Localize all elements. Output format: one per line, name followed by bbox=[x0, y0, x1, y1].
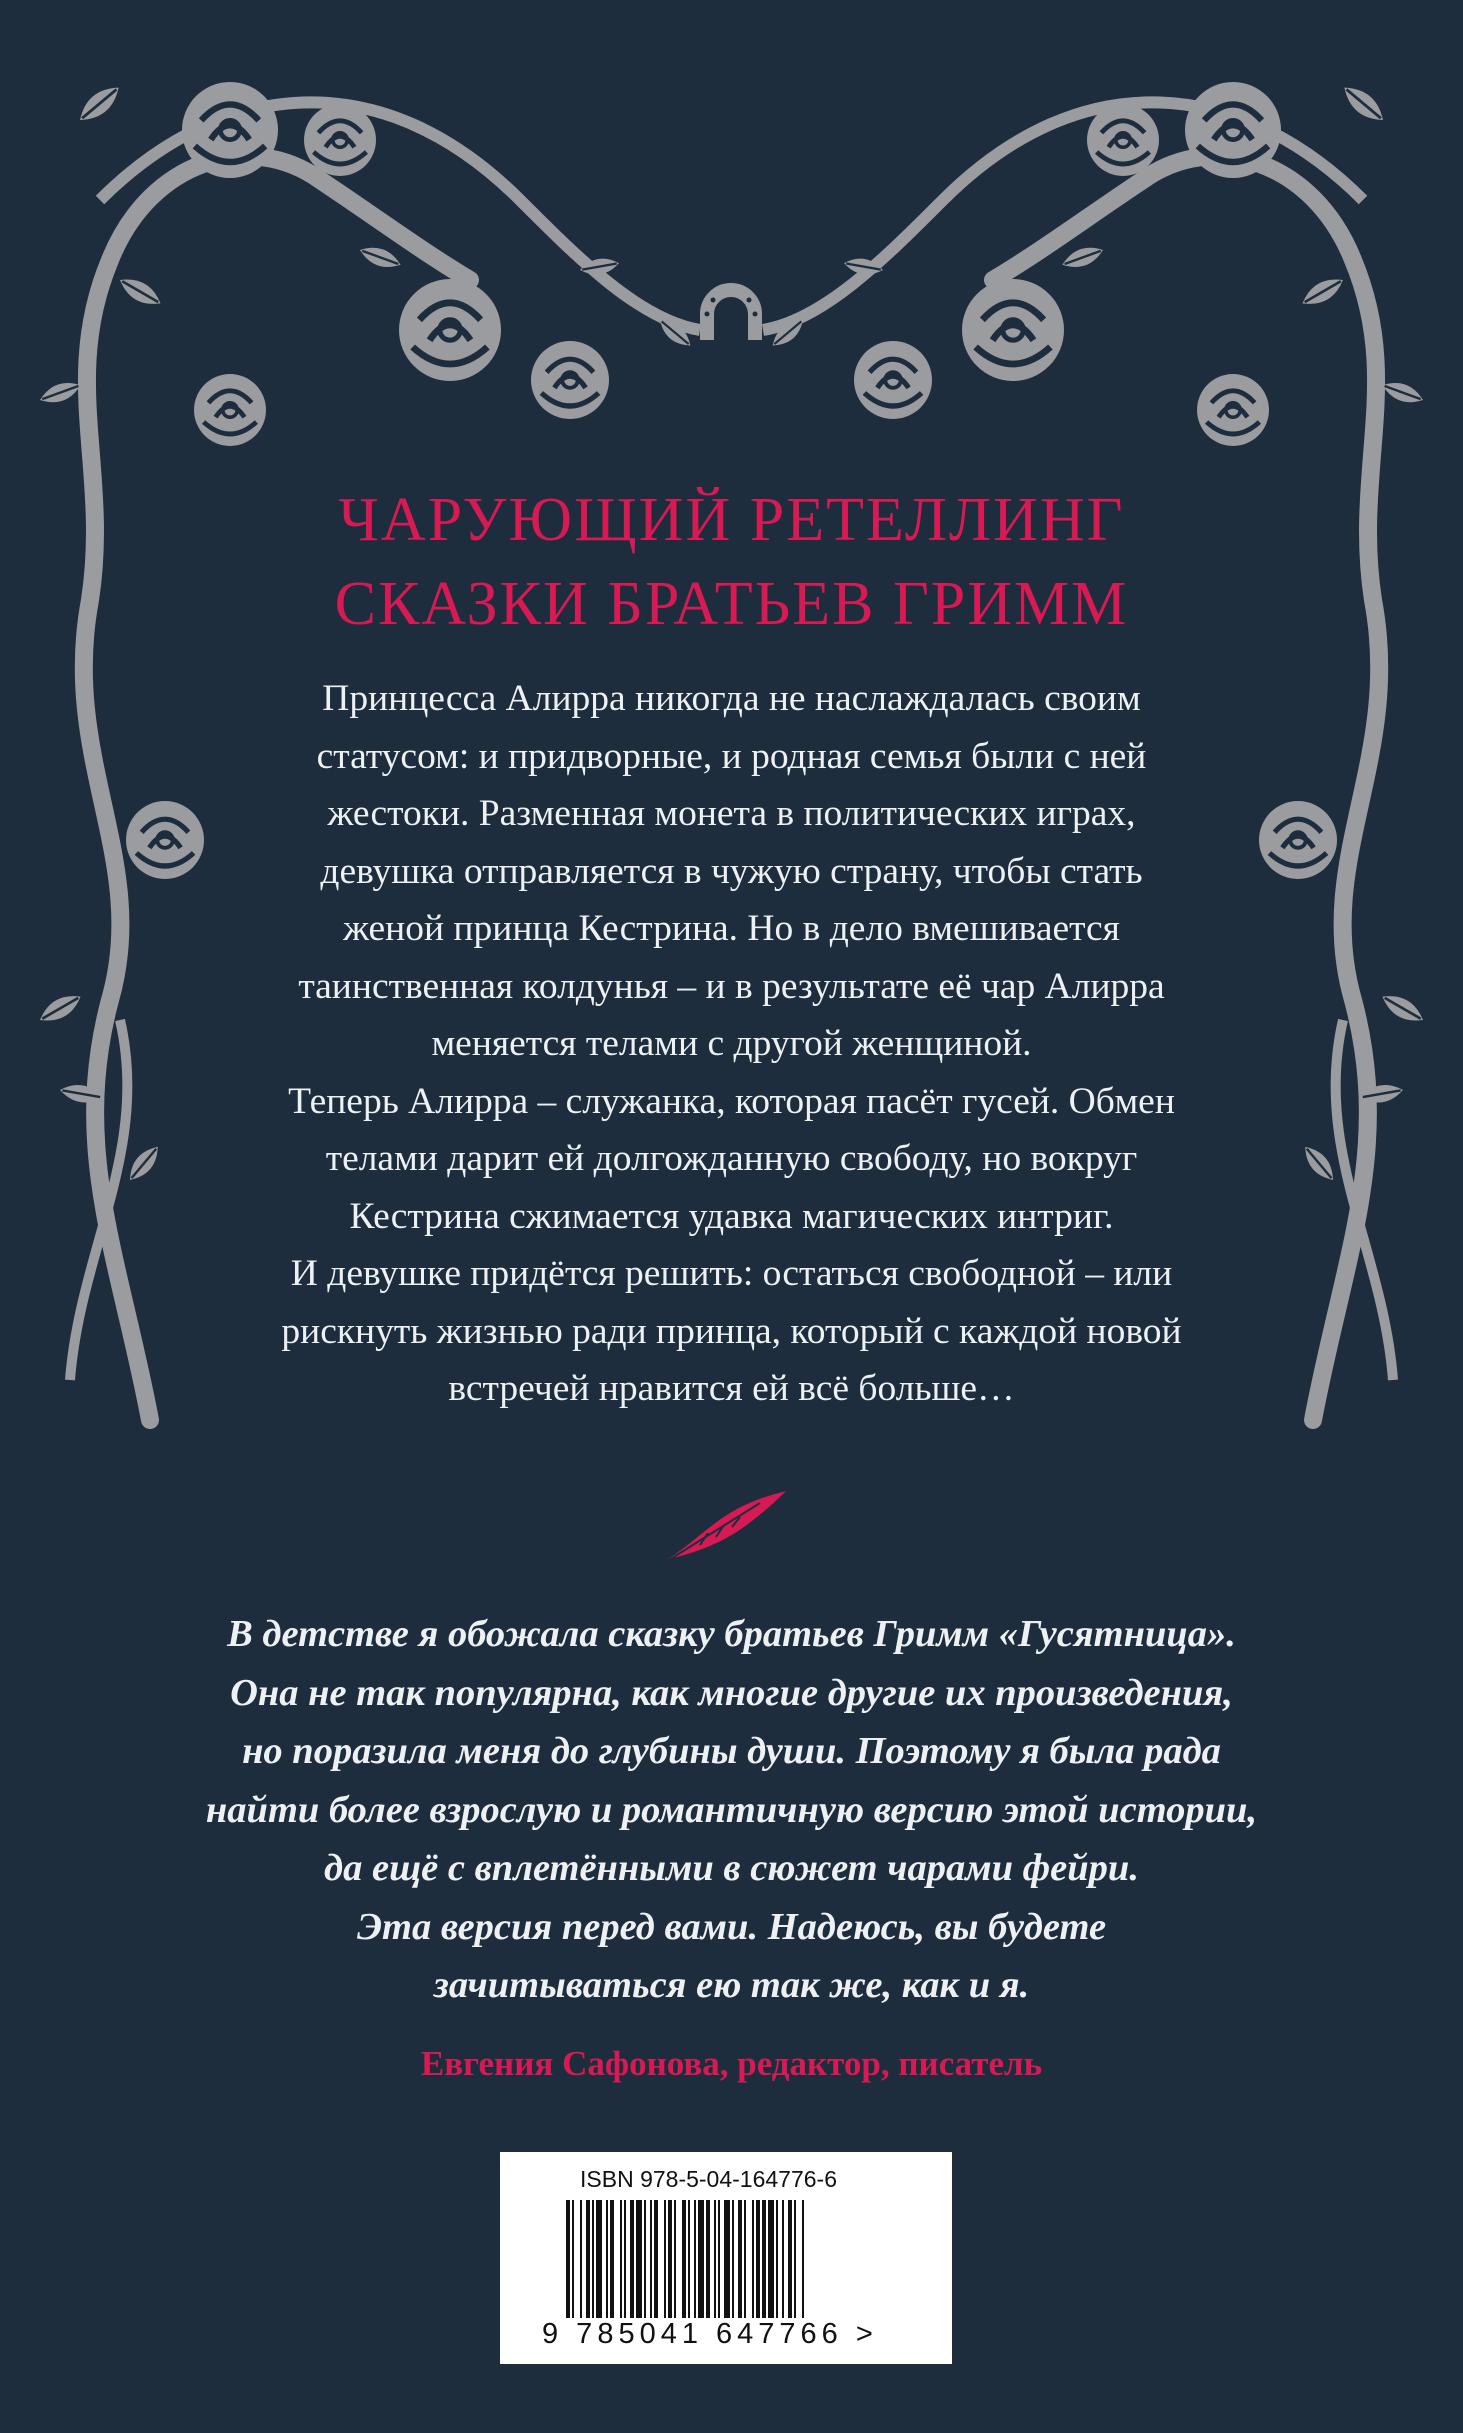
blurb-line: статусом: и придворные, и родная семья были с ней bbox=[316, 735, 1147, 777]
quote-line: В детстве я обожала сказку братьев Гримм «Гусятница». bbox=[227, 1613, 1236, 1655]
headline-line: СКАЗКИ БРАТЬЕВ ГРИММ bbox=[334, 570, 1129, 638]
barcode-icon bbox=[566, 2200, 896, 2318]
blurb-line: И девушке придётся решить: остаться свободной – или bbox=[290, 1253, 1173, 1294]
blurb-line: таинственная колдунья – и в результате её чар Алирра bbox=[298, 965, 1165, 1007]
barcode-label bbox=[500, 2152, 952, 2364]
quote-line: Она не так популярна, как многие другие их произведения, bbox=[230, 1671, 1233, 1714]
blurb-line: встречей нравится ей всё больше… bbox=[448, 1368, 1015, 1409]
blurb-line: жестоки. Разменная монета в политических играх, bbox=[327, 793, 1136, 834]
isbn-text: ISBN 978-5-04-164776-6 bbox=[580, 2166, 837, 2192]
blurb-line: Принцесса Алирра никогда не наслаждалась своим bbox=[322, 678, 1141, 719]
editor-quote bbox=[60, 1605, 1403, 2015]
blurb-line: меняется телами с другой женщиной. bbox=[431, 1023, 1032, 1064]
quote-line: но поразила меня до глубины души. Поэтому я была рада bbox=[242, 1730, 1221, 1772]
headline-line: ЧАРУЮЩИЙ РЕТЕЛЛИНГ bbox=[338, 486, 1125, 554]
blurb-text bbox=[200, 670, 1263, 1418]
blurb-line: Кестрина сжимается удавка магических интриг. bbox=[349, 1195, 1114, 1237]
headline bbox=[0, 478, 1463, 646]
ean-digits: 9 785041 647766 > bbox=[542, 2318, 878, 2350]
quote-line: найти более взрослую и романтичную версию этой истории, bbox=[205, 1788, 1258, 1831]
blurb-line: девушка отправляется в чужую страну, чтобы стать bbox=[320, 850, 1143, 892]
blurb-line: телами дарит ей долгожданную свободу, но вокруг bbox=[325, 1138, 1138, 1179]
blurb-line: Теперь Алирра – служанка, которая пасёт гусей. Обмен bbox=[288, 1080, 1175, 1122]
quote-line: да ещё с вплетёнными в сюжет чарами фейри. bbox=[324, 1847, 1139, 1889]
quote-attribution: Евгения Сафонова, редактор, писатель bbox=[420, 2044, 1043, 2083]
quote-line: зачитываться ею так же, как и я. bbox=[433, 1964, 1030, 2006]
feather-icon bbox=[660, 1485, 790, 1565]
blurb-line: рискнуть жизнью ради принца, который с каждой новой bbox=[281, 1310, 1182, 1352]
quote-line: Эта версия перед вами. Надеюсь, вы будете bbox=[356, 1905, 1107, 1948]
blurb-line: женой принца Кестрина. Но в дело вмешивается bbox=[343, 908, 1120, 949]
horseshoe-icon bbox=[705, 290, 758, 340]
